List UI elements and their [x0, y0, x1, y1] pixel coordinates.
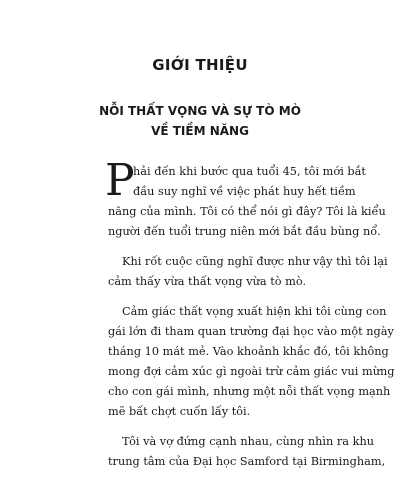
text-line: hải đến khi bước qua tuổi 45, tôi mới bắt	[133, 165, 366, 178]
chapter-subtitle	[0, 100, 400, 140]
text-line: Cảm giác thất vọng xuất hiện khi tôi cùng con	[122, 305, 387, 318]
paragraph	[108, 252, 408, 292]
chapter-title: GIỚI THIỆU	[152, 56, 248, 74]
text-line: cảm thấy vừa thất vọng vừa tò mò.	[108, 275, 307, 288]
text-line: Tôi và vợ đứng cạnh nhau, cùng nhìn ra khu	[122, 435, 374, 448]
paragraph	[108, 302, 408, 422]
text-line: gái lớn đi tham quan trường đại học vào một ngày	[108, 325, 394, 338]
text-line: mẽ bất chợt cuốn lấy tôi.	[108, 405, 251, 418]
paragraph	[105, 155, 408, 242]
text-line: mong đợi cảm xúc gì ngoài trừ cảm giác vui mừng	[108, 365, 395, 378]
text-line: Khi rốt cuộc cũng nghĩ được như vậy thì tôi lại	[122, 255, 388, 268]
text-line: người đến tuổi trung niên mới bắt đầu bùng nổ.	[108, 225, 381, 238]
subtitle-line: NỖI THẤT VỌNG VÀ SỰ TÒ MÒ	[99, 104, 301, 118]
text-line: năng của mình. Tôi có thể nói gì đây? Tôi là kiểu	[108, 205, 386, 218]
text-line: cho con gái mình, nhưng một nỗi thất vọng mạnh	[108, 385, 391, 398]
text-line: tháng 10 mát mẻ. Vào khoảnh khắc đó, tôi không	[108, 345, 389, 358]
paragraph	[108, 432, 408, 472]
body-text	[105, 155, 408, 482]
text-line: trung tâm của Đại học Samford tại Birmingham,	[108, 455, 386, 468]
drop-cap: P	[105, 155, 135, 206]
subtitle-line: VỀ TIỀM NĂNG	[151, 124, 249, 138]
text-line: đầu suy nghĩ về việc phát huy hết tiềm	[133, 185, 356, 198]
